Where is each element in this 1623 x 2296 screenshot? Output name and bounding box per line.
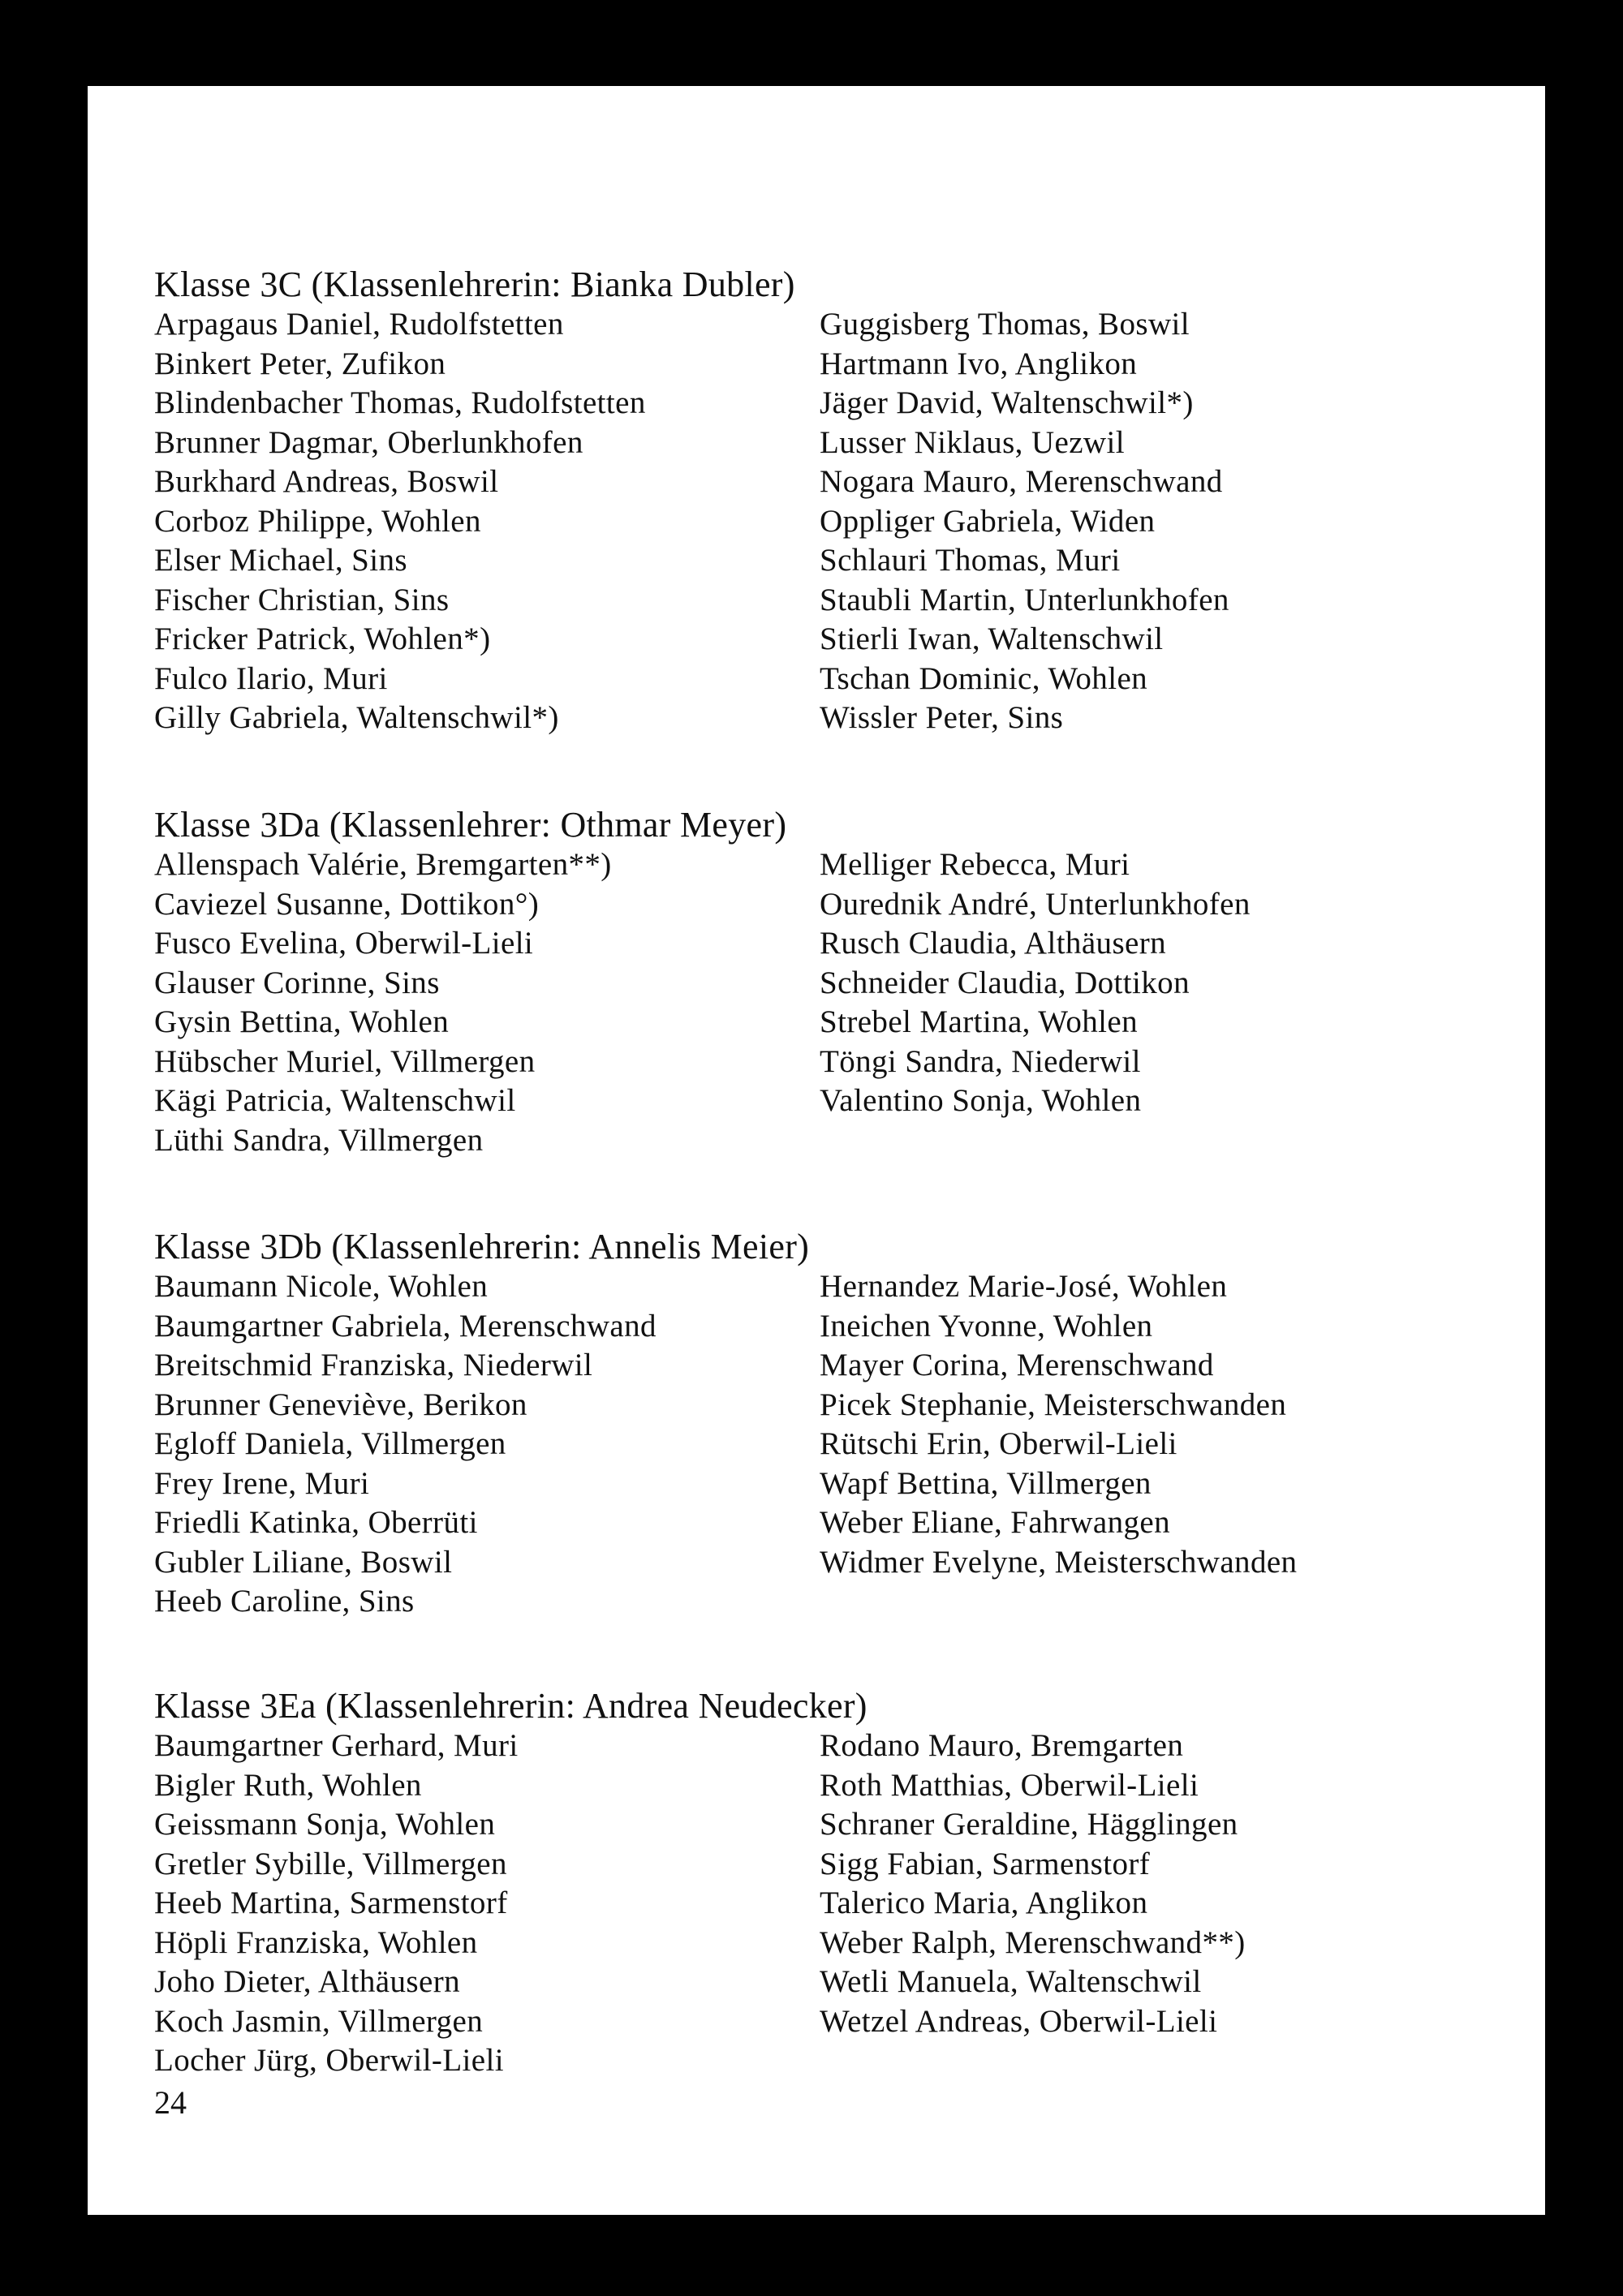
student-entry: Allenspach Valérie, Bremgarten**) <box>154 847 612 882</box>
class-section-3da <box>154 805 1493 1170</box>
student-entry: Widmer Evelyne, Meisterschwanden <box>820 1544 1298 1580</box>
document-page <box>88 86 1545 2215</box>
student-entry: Hübscher Muriel, Villmergen <box>154 1043 536 1079</box>
student-entry: Gysin Bettina, Wohlen <box>154 1004 450 1039</box>
student-entry: Picek Stephanie, Meisterschwanden <box>820 1387 1287 1422</box>
student-entry: Oppliger Gabriela, Widen <box>820 503 1156 539</box>
student-entry: Tschan Dominic, Wohlen <box>820 660 1148 696</box>
class-section-3c <box>154 264 1493 743</box>
student-entry: Arpagaus Daniel, Rudolfstetten <box>154 307 564 342</box>
student-list-right <box>820 1726 1246 2041</box>
student-entry: Brunner Geneviève, Berikon <box>154 1387 527 1422</box>
student-entry: Frey Irene, Muri <box>154 1465 370 1501</box>
student-entry: Kägi Patricia, Waltenschwil <box>154 1083 516 1118</box>
student-entry: Höpli Franziska, Wohlen <box>154 1924 478 1960</box>
student-entry: Fricker Patrick, Wohlen*) <box>154 621 491 656</box>
student-columns <box>154 845 1493 1170</box>
student-list-left <box>154 1726 519 2081</box>
student-entry: Wetli Manuela, Waltenschwil <box>820 1964 1202 1999</box>
student-entry: Fusco Evelina, Oberwil-Lieli <box>154 926 534 961</box>
student-entry: Guggisberg Thomas, Boswil <box>820 307 1190 342</box>
section-title: Klasse 3Db (Klassenlehrerin: Annelis Meier) <box>154 1227 810 1266</box>
student-list-left <box>154 1267 657 1622</box>
class-section-3ea <box>154 1686 1493 2092</box>
student-entry: Baumgartner Gerhard, Muri <box>154 1728 519 1763</box>
student-entry: Fischer Christian, Sins <box>154 582 450 617</box>
student-entry: Gubler Liliane, Boswil <box>154 1544 453 1580</box>
student-entry: Weber Eliane, Fahrwangen <box>820 1505 1171 1540</box>
student-entry: Koch Jasmin, Villmergen <box>154 2003 484 2039</box>
student-list-right <box>820 1267 1297 1582</box>
student-entry: Glauser Corinne, Sins <box>154 965 440 1000</box>
student-entry: Gretler Sybille, Villmergen <box>154 1846 507 1881</box>
student-entry: Rodano Mauro, Bremgarten <box>820 1728 1184 1763</box>
student-entry: Staubli Martin, Unterlunkhofen <box>820 582 1229 617</box>
student-entry: Heeb Martina, Sarmenstorf <box>154 1885 508 1920</box>
student-entry: Lusser Niklaus, Uezwil <box>820 424 1125 460</box>
student-list-right <box>820 305 1229 738</box>
student-list-left <box>154 305 646 738</box>
student-entry: Weber Ralph, Merenschwand**) <box>820 1924 1246 1960</box>
student-entry: Gilly Gabriela, Waltenschwil*) <box>154 700 559 735</box>
student-list-right <box>820 845 1251 1121</box>
page-number: 24 <box>154 2084 187 2121</box>
student-entry: Ineichen Yvonne, Wohlen <box>820 1308 1153 1344</box>
student-entry: Melliger Rebecca, Muri <box>820 847 1130 882</box>
student-entry: Geissmann Sonja, Wohlen <box>154 1807 496 1842</box>
student-entry: Rütschi Erin, Oberwil-Lieli <box>820 1426 1177 1461</box>
student-entry: Stierli Iwan, Waltenschwil <box>820 621 1164 656</box>
student-entry: Ourednik André, Unterlunkhofen <box>820 886 1251 922</box>
student-entry: Lüthi Sandra, Villmergen <box>154 1122 484 1158</box>
student-entry: Caviezel Susanne, Dottikon°) <box>154 886 540 922</box>
student-entry: Schraner Geraldine, Hägglingen <box>820 1807 1238 1842</box>
student-entry: Burkhard Andreas, Boswil <box>154 464 499 499</box>
student-entry: Baumgartner Gabriela, Merenschwand <box>154 1308 657 1344</box>
student-entry: Corboz Philippe, Wohlen <box>154 503 481 539</box>
student-columns <box>154 305 1493 743</box>
student-entry: Schneider Claudia, Dottikon <box>820 965 1190 1000</box>
student-entry: Valentino Sonja, Wohlen <box>820 1083 1142 1118</box>
student-entry: Locher Jürg, Oberwil-Lieli <box>154 2043 504 2078</box>
student-entry: Joho Dieter, Althäusern <box>154 1964 460 1999</box>
student-entry: Baumann Nicole, Wohlen <box>154 1269 489 1304</box>
student-entry: Mayer Corina, Merenschwand <box>820 1348 1214 1382</box>
student-entry: Hartmann Ivo, Anglikon <box>820 346 1138 381</box>
student-entry: Heeb Caroline, Sins <box>154 1584 415 1619</box>
student-entry: Wissler Peter, Sins <box>820 700 1064 735</box>
student-columns <box>154 1726 1493 2092</box>
student-entry: Brunner Dagmar, Oberlunkhofen <box>154 424 583 460</box>
student-entry: Talerico Maria, Anglikon <box>820 1885 1148 1920</box>
student-entry: Fulco Ilario, Muri <box>154 660 388 696</box>
student-entry: Töngi Sandra, Niederwil <box>820 1043 1141 1079</box>
section-title: Klasse 3C (Klassenlehrerin: Bianka Dubler) <box>154 264 795 304</box>
student-entry: Binkert Peter, Zufikon <box>154 346 446 381</box>
student-entry: Strebel Martina, Wohlen <box>820 1004 1139 1039</box>
student-entry: Wapf Bettina, Villmergen <box>820 1465 1152 1501</box>
student-columns <box>154 1267 1493 1632</box>
student-entry: Jäger David, Waltenschwil*) <box>820 385 1194 420</box>
student-entry: Roth Matthias, Oberwil-Lieli <box>820 1767 1199 1803</box>
student-entry: Hernandez Marie-José, Wohlen <box>820 1269 1228 1304</box>
student-entry: Egloff Daniela, Villmergen <box>154 1426 506 1461</box>
student-entry: Sigg Fabian, Sarmenstorf <box>820 1846 1151 1881</box>
student-entry: Bigler Ruth, Wohlen <box>154 1767 422 1803</box>
student-entry: Friedli Katinka, Oberrüti <box>154 1505 478 1540</box>
section-title: Klasse 3Ea (Klassenlehrerin: Andrea Neudecker) <box>154 1686 867 1726</box>
student-entry: Elser Michael, Sins <box>154 543 407 578</box>
student-entry: Breitschmid Franziska, Niederwil <box>154 1348 593 1382</box>
student-entry: Wetzel Andreas, Oberwil-Lieli <box>820 2003 1218 2039</box>
student-entry: Schlauri Thomas, Muri <box>820 543 1121 578</box>
student-entry: Blindenbacher Thomas, Rudolfstetten <box>154 385 646 420</box>
student-list-left <box>154 845 612 1160</box>
student-entry: Nogara Mauro, Merenschwand <box>820 464 1223 499</box>
class-section-3db <box>154 1227 1493 1632</box>
section-title: Klasse 3Da (Klassenlehrer: Othmar Meyer) <box>154 805 787 845</box>
student-entry: Rusch Claudia, Althäusern <box>820 926 1167 961</box>
